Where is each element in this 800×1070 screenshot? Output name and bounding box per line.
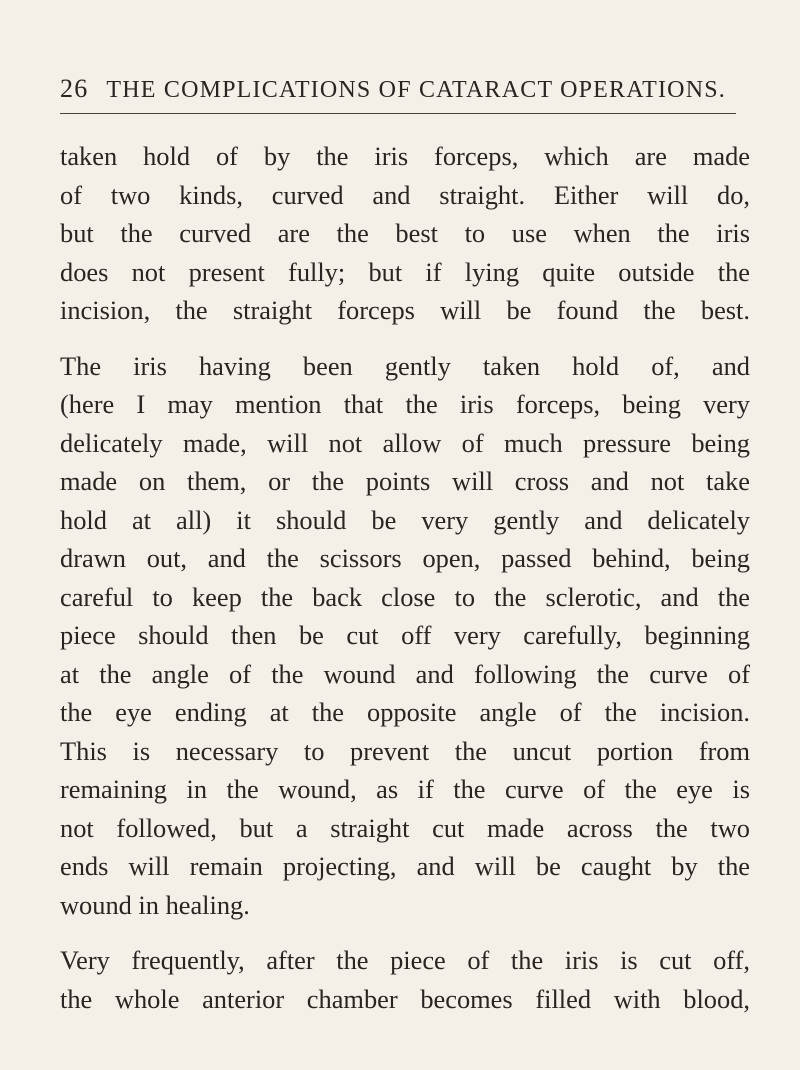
text-line: incision, the straight forceps will be found the best. — [60, 295, 750, 325]
text-line: ends will remain projecting, and will be caught by the — [60, 851, 750, 881]
paragraph-2 — [60, 347, 750, 925]
text-line: of two kinds, curved and straight. Either will do, — [60, 179, 750, 210]
text-line: This is necessary to prevent the uncut portion from — [60, 735, 750, 766]
header-rule — [60, 113, 736, 114]
text-line: The iris having been gently taken hold of, and — [60, 350, 750, 381]
text-line: not followed, but a straight cut made across the two — [60, 812, 750, 843]
paragraph-1 — [60, 137, 750, 330]
text-line: careful to keep the back close to the sclerotic, and the — [60, 581, 750, 612]
text-line: does not present fully; but if lying quite outside the — [60, 256, 750, 287]
text-line: remaining in the wound, as if the curve of the eye is — [60, 774, 750, 804]
text-line: hold at all) it should be very gently and delicately — [60, 504, 750, 535]
text-line: drawn out, and the scissors open, passed behind, being — [60, 543, 750, 573]
text-line: wound in healing. — [60, 889, 250, 920]
text-line: but the curved are the best to use when the iris — [60, 218, 750, 248]
text-line: the eye ending at the opposite angle of the incision. — [60, 697, 750, 727]
paragraph-3 — [60, 941, 750, 1018]
text-line: taken hold of by the iris forceps, which are made — [60, 141, 750, 171]
text-line: the whole anterior chamber becomes filled with blood, — [60, 983, 750, 1014]
text-line: delicately made, will not allow of much pressure being — [60, 427, 750, 458]
text-line: piece should then be cut off very carefully, beginning — [60, 620, 750, 650]
text-line: (here I may mention that the iris forceps, being very — [60, 389, 750, 419]
text-line: made on them, or the points will cross and not take — [60, 466, 750, 496]
body-text — [60, 137, 750, 1018]
text-line: Very frequently, after the piece of the iris is cut off, — [60, 945, 750, 975]
page-header — [60, 74, 750, 105]
text-line: at the angle of the wound and following the curve of — [60, 658, 750, 689]
page-number: 26 — [60, 74, 89, 103]
running-title: THE COMPLICATIONS OF CATARACT OPERATIONS. — [106, 77, 726, 103]
